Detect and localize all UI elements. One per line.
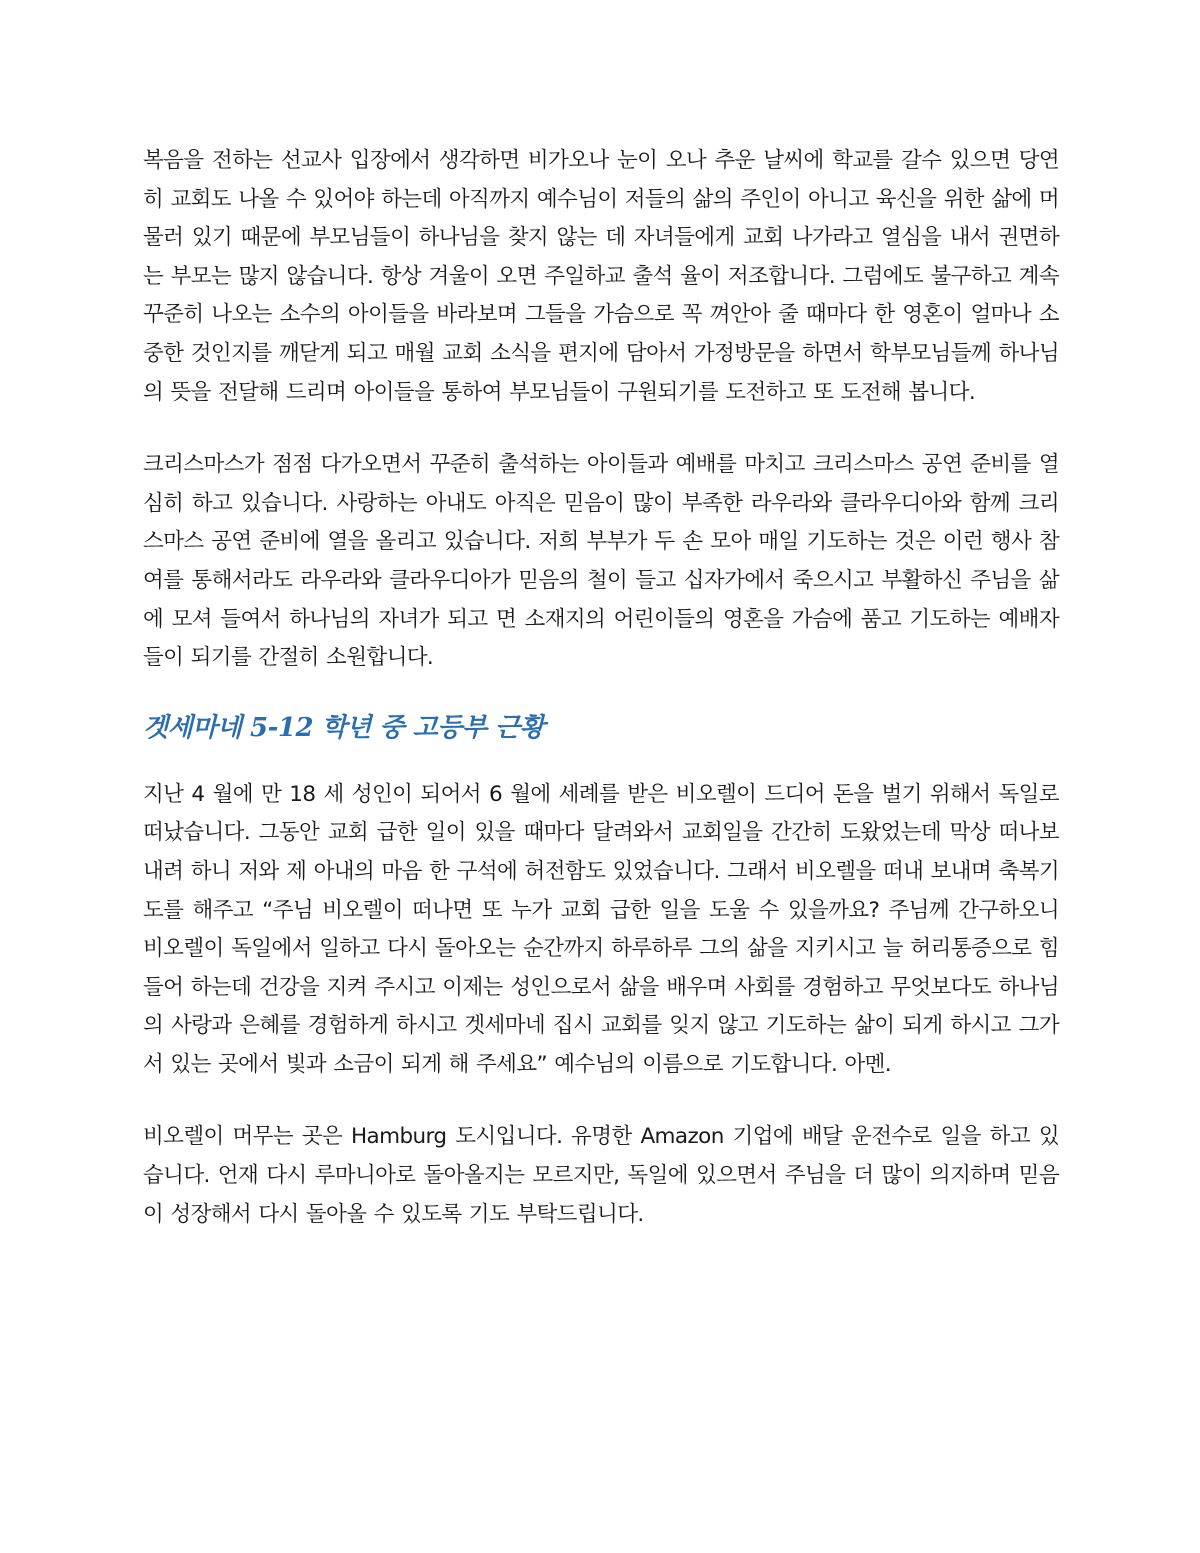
body-paragraph: 비오렐이 머무는 곳은 Hamburg 도시입니다. 유명한 Amazon 기업에 배달 운전수로 일을 하고 있습니다. 언재 다시 루마니아로 돌아올지는 모르지만, 독일에 있으면서 주님을 더 많이 의지하며 믿음이 성장해서 다시 돌아올 수 있도록 기도 부탁드립니다. (143, 1124, 1059, 1227)
section-heading: 겟세마네 5-12 학년 중 고등부 근황 (143, 712, 545, 743)
document-page (143, 142, 1059, 1234)
body-paragraph: 크리스마스가 점점 다가오면서 꾸준히 출석하는 아이들과 예배를 마치고 크리스마스 공연 준비를 열심히 하고 있습니다. 사랑하는 아내도 아직은 믿음이 많이 부족한 라우라와 클라우디아와 함께 크리스마스 공연 준비에 열을 올리고 있습니다. 저희 부부가 두 손 모아 매일 기도하는 것은 이런 행사 참여를 통해서라도 라우라와 클라우디아가 믿음의 철이 들고 십자가에서 죽으시고 부활하신 주님을 삶에 모셔 들여서 하나님의 자녀가 되고 면 소재지의 어린이들의 영혼을 가슴에 품고 기도하는 예배자들이 되기를 간절히 소원합니다. (143, 452, 1059, 671)
body-paragraph: 복음을 전하는 선교사 입장에서 생각하면 비가오나 눈이 오나 추운 날씨에 학교를 갈수 있으면 당연히 교회도 나올 수 있어야 하는데 아직까지 예수님이 저들의 삶의 주인이 아니고 육신을 위한 삶에 머물러 있기 때문에 부모님들이 하나님을 찾지 않는 데 자녀들에게 교회 나가라고 열심을 내서 권면하는 부모는 많지 않습니다. 항상 겨울이 오면 주일하교 출석 율이 저조합니다. 그럼에도 불구하고 계속 꾸준히 나오는 소수의 아이들을 바라보며 그들을 가슴으로 꼭 껴안아 줄 때마다 한 영혼이 얼마나 소중한 것인지를 깨닫게 되고 매월 교회 소식을 편지에 담아서 가정방문을 하면서 학부모님들께 하나님의 뜻을 전달해 드리며 아이들을 통하여 부모님들이 구원되기를 도전하고 또 도전해 봅니다. (143, 148, 1059, 405)
body-paragraph: 지난 4 월에 만 18 세 성인이 되어서 6 월에 세례를 받은 비오렐이 드디어 돈을 벌기 위해서 독일로 떠났습니다. 그동안 교회 급한 일이 있을 때마다 달려와서 교회일을 간간히 도왔었는데 막상 떠나보내려 하니 저와 제 아내의 마음 한 구석에 허전함도 있었습니다. 그래서 비오렐을 떠내 보내며 축복기도를 해주고 “주님 비오렐이 떠나면 또 누가 교회 급한 일을 도울 수 있을까요? 주님께 간구하오니 비오렐이 독일에서 일하고 다시 돌아오는 순간까지 하루하루 그의 삶을 지키시고 늘 허리통증으로 힘들어 하는데 건강을 지켜 주시고 이제는 성인으로서 삶을 배우며 사회를 경험하고 무엇보다도 하나님의 사랑과 은혜를 경험하게 하시고 겟세마네 집시 교회를 잊지 않고 기도하는 삶이 되게 하시고 그가 서 있는 곳에서 빛과 소금이 되게 해 주세요” 예수님의 이름으로 기도합니다. 아멘. (143, 781, 1059, 1077)
